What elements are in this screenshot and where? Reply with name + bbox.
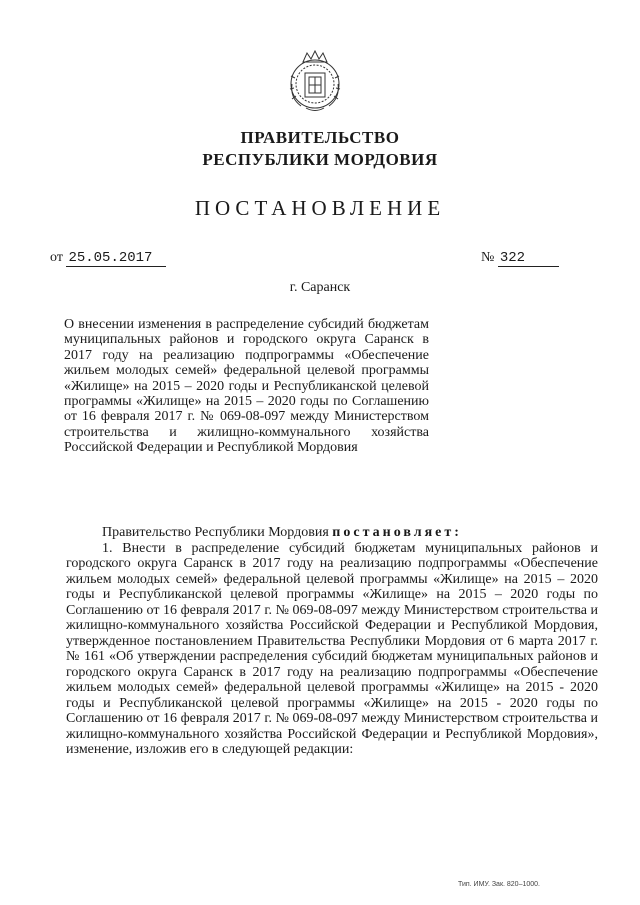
document-date: 25.05.2017 [66, 250, 166, 267]
preamble-subject: Правительство Республики Мордовия [102, 525, 329, 540]
number-block [481, 250, 559, 267]
preamble [66, 525, 598, 541]
government-name-line1: ПРАВИТЕЛЬСТВО [240, 128, 400, 147]
document-body [66, 525, 598, 758]
document-type-title: ПОСТАНОВЛЕНИЕ [194, 196, 446, 220]
paragraph-1: 1. Внести в распределение субсидий бюджетам муниципальных районов и городского округа Саранск в 2017 году на реализацию подпрограммы «Обеспечение жильем молодых семей» федеральной целевой программы «Жилище» на 2015 – 2020 годы и Республиканской целевой программы «Жилище» на 2015 – 2020 годы по Соглашению от 16 февраля 2017 г. № 069-08-097 между Министерством строительства и жилищно-коммунального хозяйства Российской Федерации и Республикой Мордовия, утвержденное постановлением Правительства Республики Мордовия от 6 марта 2017 г. № 161 «Об утверждении распределения субсидий бюджетам муниципальных районов и городского округа Саранск в 2017 году на реализацию подпрограммы «Обеспечение жильем молодых семей» федеральной целевой программы «Жилище» на 2015 - 2020 годы и Республиканской целевой программы «Жилище» на 2015 - 2020 годы по Соглашению от 16 февраля 2017 г. № 069-08-097 между Министерством строительства и жилищно-коммунального хозяйства Российской Федерации и Республикой Мордовия», изменение, изложив его в следующей редакции: [66, 540, 598, 757]
city-name: г. Саранск [289, 280, 351, 295]
document-subject: О внесении изменения в распределение субсидий бюджетам муниципальных районов и городского округа Саранск в 2017 году на реализацию подпрограммы «Обеспечение жильем молодых семей» федеральной целевой программы «Жилище» на 2015 – 2020 годы и Республиканской целевой программы «Жилище» на 2015 – 2020 годы по Соглашению от 16 февраля 2017 г. № 069-08-097 между Министерством строительства и жилищно-коммунального хозяйства Российской Федерации и Республикой Мордовия [64, 317, 429, 456]
government-name-line2: РЕСПУБЛИКИ МОРДОВИЯ [202, 150, 438, 169]
print-imprint: Тип. ИМУ. Зак. 820–1000. [458, 881, 540, 888]
date-prefix: от [50, 250, 63, 265]
document-number: 322 [498, 250, 559, 267]
date-block [50, 250, 166, 267]
number-prefix: № [481, 250, 495, 265]
coat-of-arms-emblem [284, 48, 346, 114]
preamble-verb: постановляет: [332, 525, 462, 540]
